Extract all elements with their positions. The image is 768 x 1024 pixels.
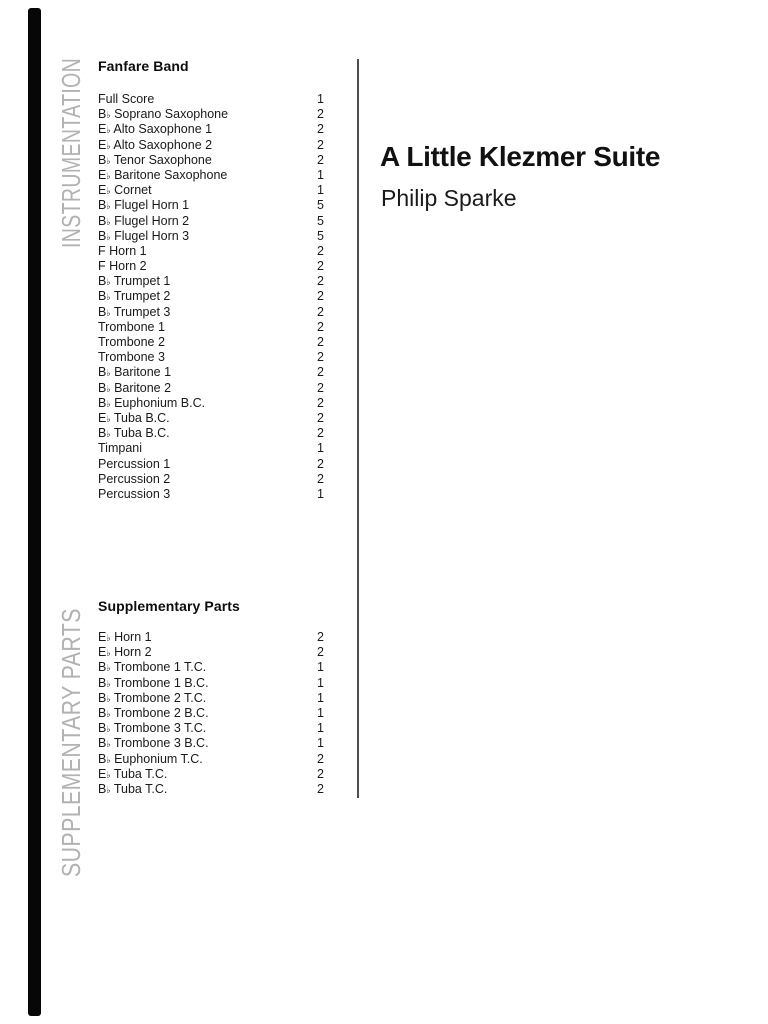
flat-symbol: ♭	[106, 708, 111, 719]
instrument-count: 2	[317, 137, 324, 152]
instrument-row	[98, 214, 324, 229]
instrument-count: 1	[317, 660, 324, 675]
supplementary-parts-heading: Supplementary Parts	[98, 598, 240, 614]
instrument-row	[98, 92, 324, 107]
instrument-count: 1	[317, 486, 324, 501]
instrument-name: B♭ Flugel Horn 2	[98, 213, 190, 228]
instrument-count: 2	[317, 751, 324, 766]
instrument-name: Trombone 2	[98, 335, 165, 349]
instrument-count: 2	[317, 365, 324, 380]
instrument-row	[98, 107, 324, 122]
flat-symbol: ♭	[106, 216, 111, 227]
instrument-row	[98, 660, 324, 675]
instrument-name: Percussion 3	[98, 486, 171, 501]
instrument-row	[98, 320, 324, 335]
flat-symbol: ♭	[106, 383, 111, 394]
supplementary-parts-list	[98, 630, 324, 797]
instrument-count: 2	[317, 456, 324, 471]
instrument-name: Full Score	[98, 92, 155, 106]
vertical-divider-line	[357, 59, 359, 798]
instrument-count: 1	[317, 690, 324, 705]
instrument-row	[98, 350, 324, 365]
flat-symbol: ♭	[106, 201, 111, 212]
instrument-name: B♭ Trumpet 1	[98, 274, 171, 289]
flat-symbol: ♭	[106, 170, 111, 181]
flat-symbol: ♭	[106, 186, 111, 197]
instrument-row	[98, 122, 324, 137]
flat-symbol: ♭	[106, 125, 111, 136]
instrument-count: 2	[317, 122, 324, 137]
flat-symbol: ♭	[106, 110, 111, 121]
fanfare-band-heading: Fanfare Band	[98, 58, 189, 74]
instrument-name: B♭ Trumpet 2	[98, 289, 171, 304]
instrument-row	[98, 153, 324, 168]
instrument-name: E♭ Tuba T.C.	[98, 766, 168, 781]
instrument-count: 2	[317, 426, 324, 441]
instrument-row	[98, 289, 324, 304]
flat-symbol: ♭	[106, 368, 111, 379]
instrument-row	[98, 721, 324, 736]
instrument-name: E♭ Alto Saxophone 2	[98, 137, 213, 152]
instrument-name: E♭ Cornet	[98, 183, 152, 198]
instrument-name: B♭ Tuba T.C.	[98, 781, 168, 796]
instrument-row	[98, 138, 324, 153]
instrument-row	[98, 645, 324, 660]
instrument-row	[98, 381, 324, 396]
instrument-row	[98, 305, 324, 320]
instrument-name: B♭ Trombone 2 B.C.	[98, 705, 209, 720]
instrument-name: Percussion 2	[98, 471, 171, 486]
instrument-row	[98, 168, 324, 183]
instrument-row	[98, 274, 324, 289]
instrument-name: Trombone 3	[98, 350, 165, 365]
composer-name: Philip Sparke	[381, 185, 517, 211]
instrument-count: 2	[317, 350, 324, 365]
instrument-name: B♭ Flugel Horn 1	[98, 198, 190, 213]
instrument-name: B♭ Flugel Horn 3	[98, 228, 190, 243]
instrument-row	[98, 706, 324, 721]
instrument-name: F Horn 1	[98, 243, 147, 258]
instrument-count: 1	[317, 705, 324, 720]
instrument-row	[98, 472, 324, 487]
flat-symbol: ♭	[106, 413, 111, 424]
instrument-row	[98, 183, 324, 198]
instrument-count: 2	[317, 335, 324, 349]
instrument-count: 5	[317, 213, 324, 228]
flat-symbol: ♭	[106, 231, 111, 242]
flat-symbol: ♭	[106, 754, 111, 765]
flat-symbol: ♭	[106, 140, 111, 151]
instrument-name: B♭ Euphonium T.C.	[98, 751, 203, 766]
instrument-name: B♭ Trombone 1 T.C.	[98, 660, 207, 675]
instrument-name: E♭ Baritone Saxophone	[98, 167, 228, 182]
instrument-row	[98, 487, 324, 502]
instrument-row	[98, 244, 324, 259]
instrument-count: 2	[317, 766, 324, 781]
instrument-row	[98, 752, 324, 767]
flat-symbol: ♭	[106, 769, 111, 780]
instrument-count: 2	[317, 645, 324, 660]
instrument-row	[98, 630, 324, 645]
instrument-count: 5	[317, 198, 324, 213]
instrument-count: 1	[317, 167, 324, 182]
instrument-count: 1	[317, 183, 324, 198]
flat-symbol: ♭	[106, 633, 111, 643]
instrument-name: B♭ Tenor Saxophone	[98, 152, 212, 167]
instrument-name: E♭ Tuba B.C.	[98, 410, 170, 425]
flat-symbol: ♭	[106, 663, 111, 674]
instrument-row	[98, 365, 324, 380]
instrument-row	[98, 691, 324, 706]
flat-symbol: ♭	[106, 292, 111, 303]
instrument-row	[98, 396, 324, 411]
instrument-row	[98, 782, 324, 797]
flat-symbol: ♭	[106, 398, 111, 409]
instrument-count: 1	[317, 736, 324, 751]
instrument-name: E♭ Alto Saxophone 1	[98, 122, 213, 137]
instrument-name: Percussion 1	[98, 456, 171, 471]
instrument-count: 2	[317, 304, 324, 319]
instrument-count: 2	[317, 319, 324, 334]
instrument-count: 1	[317, 721, 324, 736]
instrument-name: B♭ Trumpet 3	[98, 304, 171, 319]
flat-symbol: ♭	[106, 784, 111, 795]
instrument-count: 2	[317, 380, 324, 395]
instrument-count: 2	[317, 243, 324, 258]
flat-symbol: ♭	[106, 277, 111, 288]
instrument-name: B♭ Trombone 3 B.C.	[98, 736, 209, 751]
instrument-count: 2	[317, 395, 324, 410]
instrument-row	[98, 736, 324, 751]
instrument-name: B♭ Trombone 3 T.C.	[98, 721, 207, 736]
instrument-name: E♭ Horn 2	[98, 645, 152, 660]
instrument-name: B♭ Baritone 2	[98, 380, 172, 395]
instrument-name: Timpani	[98, 441, 142, 456]
instrument-count: 2	[317, 274, 324, 289]
flat-symbol: ♭	[106, 429, 111, 440]
instrument-count: 2	[317, 152, 324, 167]
instrument-count: 2	[317, 259, 324, 274]
instrument-count: 1	[317, 675, 324, 690]
side-label-instrumentation: INSTRUMENTATION	[56, 57, 86, 248]
instrument-count: 2	[317, 107, 324, 122]
instrument-row	[98, 676, 324, 691]
instrument-name: B♭ Trombone 2 T.C.	[98, 690, 207, 705]
instrument-row	[98, 441, 324, 456]
instrument-count: 2	[317, 630, 324, 644]
flat-symbol: ♭	[106, 307, 111, 318]
instrument-count: 2	[317, 471, 324, 486]
instrument-row	[98, 259, 324, 274]
instrument-count: 2	[317, 781, 324, 796]
side-label-supplementary-parts: SUPPLEMENTARY PARTS	[56, 608, 86, 877]
instrument-row	[98, 457, 324, 472]
instrument-name: B♭ Baritone 1	[98, 365, 172, 380]
instrument-name: B♭ Trombone 1 B.C.	[98, 675, 209, 690]
instrument-row	[98, 229, 324, 244]
instrument-count: 1	[317, 92, 324, 106]
flat-symbol: ♭	[106, 724, 111, 735]
instrument-name: E♭ Horn 1	[98, 630, 152, 644]
work-title: A Little Klezmer Suite	[380, 141, 661, 172]
flat-symbol: ♭	[106, 155, 111, 166]
instrument-row	[98, 767, 324, 782]
instrument-count: 2	[317, 289, 324, 304]
instrument-name: Trombone 1	[98, 319, 165, 334]
instrument-name: B♭ Soprano Saxophone	[98, 107, 229, 122]
instrument-count: 2	[317, 410, 324, 425]
instrument-name: F Horn 2	[98, 259, 147, 274]
flat-symbol: ♭	[106, 678, 111, 689]
instrument-count: 1	[317, 441, 324, 456]
instrument-row	[98, 426, 324, 441]
instrument-row	[98, 411, 324, 426]
flat-symbol: ♭	[106, 693, 111, 704]
instrument-name: B♭ Tuba B.C.	[98, 426, 170, 441]
instrument-row	[98, 198, 324, 213]
flat-symbol: ♭	[106, 739, 111, 750]
scan-edge-bar	[28, 8, 41, 1016]
instrumentation-list	[98, 92, 324, 502]
instrument-name: B♭ Euphonium B.C.	[98, 395, 206, 410]
instrument-row	[98, 335, 324, 350]
instrument-count: 5	[317, 228, 324, 243]
flat-symbol: ♭	[106, 648, 111, 659]
